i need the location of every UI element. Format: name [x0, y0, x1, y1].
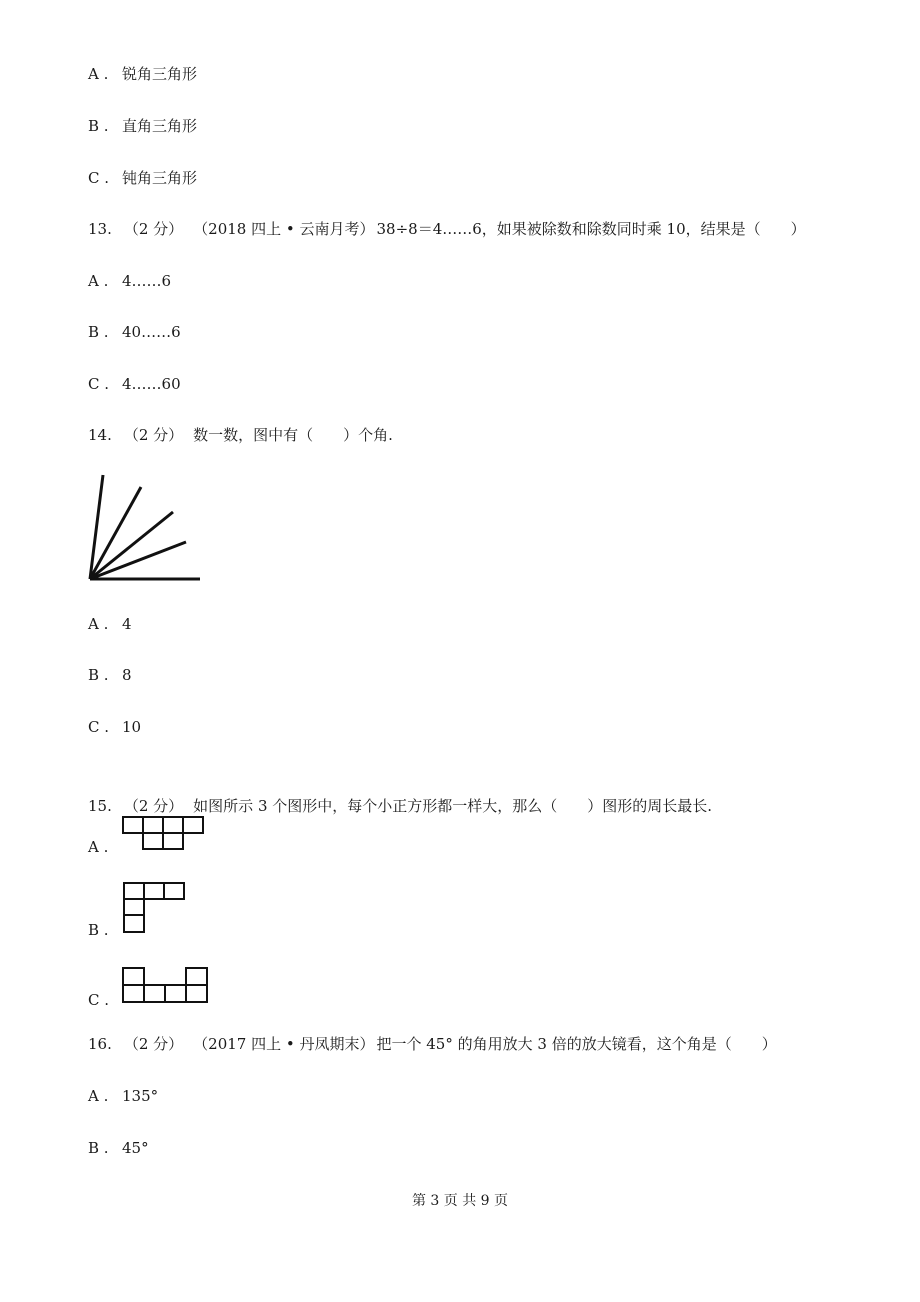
option-letter: C .	[88, 991, 110, 1009]
page-footer: 第 3 页 共 9 页	[411, 1193, 509, 1209]
square	[123, 985, 144, 1002]
option-letter: C .	[88, 718, 110, 736]
q13-option-b	[88, 322, 181, 342]
option-text: 4	[122, 615, 132, 633]
square	[124, 883, 144, 899]
question-score: （2 分）	[123, 1035, 184, 1053]
option-text: 8	[122, 666, 132, 684]
option-letter: B .	[88, 921, 109, 939]
question-13	[88, 219, 806, 239]
square	[143, 817, 163, 833]
option-text: 10	[122, 718, 142, 736]
q12-option-b	[88, 116, 197, 136]
option-text: 135°	[122, 1087, 159, 1105]
option-letter: B .	[88, 1139, 109, 1157]
option-letter: A .	[88, 1087, 109, 1105]
angles-figure	[86, 472, 206, 584]
q12-option-a	[88, 64, 197, 84]
shape-b-figure	[122, 881, 188, 937]
square	[143, 833, 163, 849]
question-text: 如图所示 3 个图形中，每个小正方形都一样大，那么（ ）图形的周长最长.	[193, 797, 713, 815]
question-16	[88, 1034, 777, 1054]
q12-option-c	[88, 168, 197, 188]
question-score: （2 分）	[123, 220, 184, 238]
square	[123, 817, 143, 833]
option-letter: A .	[88, 272, 109, 290]
square	[163, 817, 183, 833]
question-text: 数一数，图中有（ ）个角.	[193, 426, 393, 444]
q15-option-a	[88, 837, 122, 857]
square	[124, 899, 144, 915]
question-number: 13.	[88, 220, 112, 238]
square	[186, 985, 207, 1002]
question-source: （2018 四上 • 云南月考）	[193, 220, 375, 238]
option-text: 锐角三角形	[122, 65, 198, 83]
ray-1	[90, 542, 186, 579]
option-letter: B .	[88, 323, 109, 341]
option-text: 4……6	[122, 272, 172, 290]
option-letter: B .	[88, 666, 109, 684]
question-text: 把一个 45° 的角用放大 3 倍的放大镜看，这个角是（ ）	[376, 1035, 777, 1053]
option-text: 40……6	[122, 323, 181, 341]
square	[123, 968, 144, 985]
ray-4	[90, 475, 103, 579]
square	[124, 915, 144, 932]
square	[164, 883, 184, 899]
question-number: 16.	[88, 1035, 112, 1053]
option-letter: A .	[88, 615, 109, 633]
question-source: （2017 四上 • 丹凤期末）	[193, 1035, 375, 1053]
question-15	[88, 796, 712, 816]
q14-option-a	[88, 614, 132, 634]
option-letter: A .	[88, 838, 109, 856]
q16-option-a	[88, 1086, 158, 1106]
square	[163, 833, 183, 849]
square	[165, 985, 186, 1002]
q16-option-b	[88, 1138, 149, 1158]
square	[144, 985, 165, 1002]
question-score: （2 分）	[123, 426, 184, 444]
q14-option-c	[88, 717, 141, 737]
option-letter: B .	[88, 117, 109, 135]
option-letter: A .	[88, 65, 109, 83]
option-text: 直角三角形	[122, 117, 198, 135]
q13-option-c	[88, 374, 181, 394]
option-letter: C .	[88, 375, 110, 393]
option-text: 钝角三角形	[122, 169, 198, 187]
square	[144, 883, 164, 899]
q13-option-a	[88, 271, 171, 291]
question-score: （2 分）	[123, 797, 184, 815]
q15-option-c	[88, 990, 122, 1010]
square	[186, 968, 207, 985]
question-14	[88, 425, 393, 445]
question-number: 15.	[88, 797, 112, 815]
option-text: 4……60	[122, 375, 181, 393]
option-text: 45°	[122, 1139, 149, 1157]
question-text: 38÷8＝4……6，如果被除数和除数同时乘 10，结果是（ ）	[376, 220, 806, 238]
option-letter: C .	[88, 169, 110, 187]
ray-2	[90, 512, 173, 579]
ray-3	[90, 487, 141, 579]
shape-a-figure	[121, 815, 207, 853]
shape-c-figure	[121, 965, 211, 1005]
square	[183, 817, 203, 833]
question-number: 14.	[88, 426, 112, 444]
q15-option-b	[88, 920, 122, 940]
q14-option-b	[88, 665, 132, 685]
